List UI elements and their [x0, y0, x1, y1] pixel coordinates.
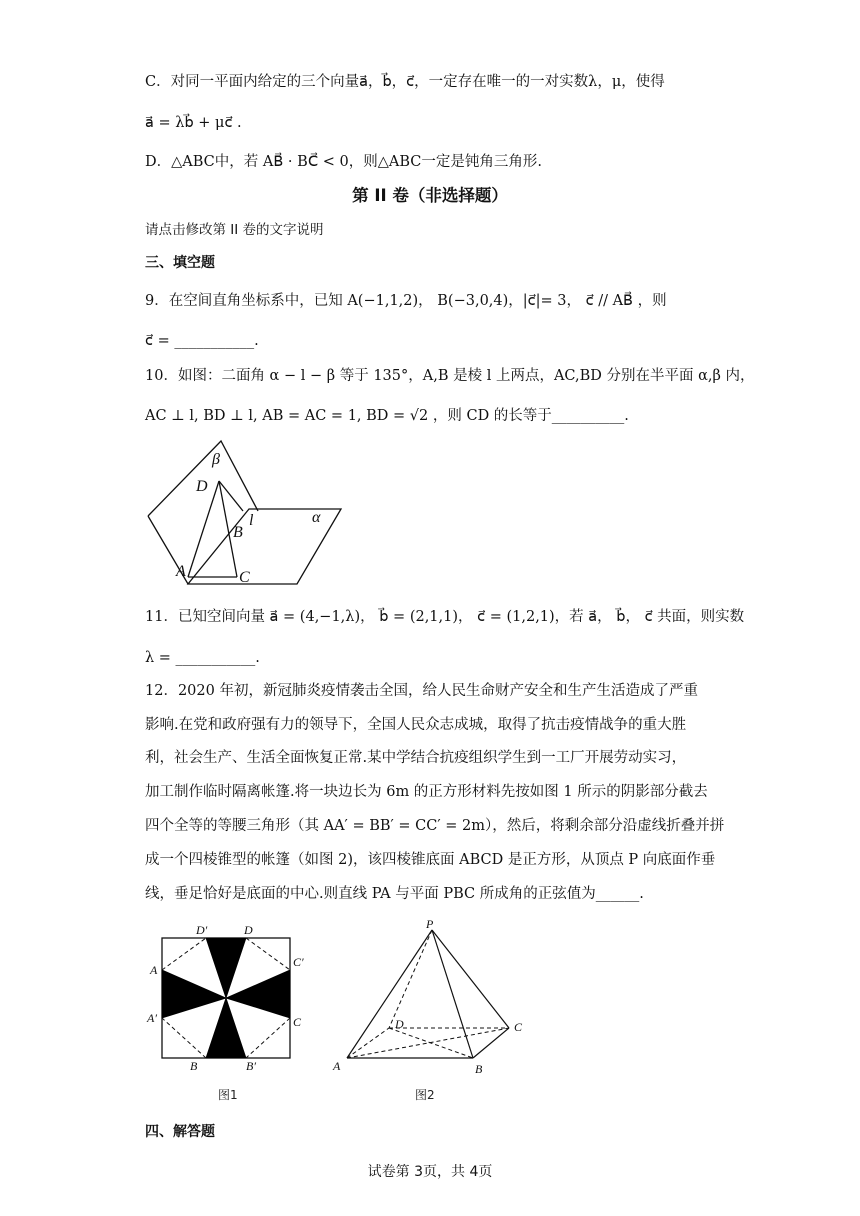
q12-line-1: 12．2020 年初，新冠肺炎疫情袭击全国，给人民生命财产安全和生产生活造成了严重	[145, 683, 698, 699]
q11-line2: λ = ___________.	[145, 650, 260, 666]
fig1-label-C: C	[293, 1015, 302, 1029]
label-alpha: α	[312, 509, 321, 526]
label-A: A	[176, 563, 186, 580]
page-footer: 试卷第 3页，共 4页	[367, 1164, 493, 1180]
fig1-label-Dp: D′	[196, 923, 208, 937]
q12-line-5: 四个全等的等腰三角形（其 AA′ = BB′ = CC′ = 2m），然后，将剩余部分沿虚线折叠并拼	[145, 818, 725, 834]
figure-1-square	[140, 918, 310, 1108]
fig1-label-B: B	[190, 1059, 198, 1073]
fig1-label-Ap: A′	[147, 1011, 157, 1025]
q12-line-6: 成一个四棱锥型的帐篷（如图 2)，该四棱锥底面 ABCD 是正方形，从顶点 P 向底面作垂	[145, 852, 716, 868]
option-c-line2: a⃗ = λb⃗ + μc⃗ .	[145, 115, 242, 131]
option-d: D．△ABC中，若 AB⃗ · BC⃗ < 0，则△ABC一定是钝角三角形.	[145, 154, 543, 170]
fig1-label-A: A	[150, 963, 158, 977]
fig2-label-B: B	[475, 1062, 483, 1076]
q12-line-7: 线，垂足恰好是底面的中心.则直线 PA 与平面 PBC 所成角的正弦值为______.	[145, 886, 644, 902]
fig1-label-Bp: B′	[246, 1059, 256, 1073]
label-C: C	[239, 569, 250, 586]
fig1-caption: 图1	[218, 1088, 238, 1102]
label-D: D	[196, 478, 208, 495]
q12-line-2: 影响.在党和政府强有力的领导下，全国人民众志成城，取得了抗击疫情战争的重大胜	[145, 717, 687, 733]
label-l: l	[249, 512, 254, 529]
q12-line-4: 加工制作临时隔离帐篷.将一块边长为 6m 的正方形材料先按如图 1 所示的阴影部分截去	[145, 784, 708, 800]
section-4-heading: 四、解答题	[145, 1124, 215, 1140]
fig2-caption: 图2	[415, 1088, 435, 1102]
label-beta: β	[212, 451, 220, 468]
fig2-label-A: A	[333, 1059, 341, 1073]
section-3-heading: 三、填空题	[145, 255, 215, 271]
q10-line2: AC ⊥ l, BD ⊥ l, AB = AC = 1, BD = √2 ，则 CD 的长等于__________.	[145, 408, 629, 424]
fig1-label-D: D	[244, 923, 253, 937]
fig1-label-Cp: C′	[293, 955, 304, 969]
q9-line2: c⃗ = ___________.	[145, 333, 259, 349]
q10-line1: 10．如图：二面角 α − l − β 等于 135°，A,B 是棱 l 上两点，AC,BD 分别在半平面 α,β 内，	[145, 368, 755, 384]
fig2-label-C: C	[514, 1020, 523, 1034]
fig2-label-P: P	[426, 918, 434, 931]
q12-line-3: 利，社会生产、生活全面恢复正常.某中学结合抗疫组织学生到一工厂开展劳动实习，	[145, 750, 687, 766]
part2-title: 第 II 卷（非选择题）	[352, 186, 508, 205]
fig2-label-D: D	[395, 1017, 404, 1031]
option-c-line1: C．对同一平面内给定的三个向量a⃗，b⃗，c⃗，一定存在唯一的一对实数λ，μ，使得	[145, 74, 665, 90]
part2-note: 请点击修改第 II 卷的文字说明	[145, 222, 324, 238]
label-B: B	[233, 524, 243, 541]
q11-line1: 11．已知空间向量 a⃗ = (4,−1,λ)， b⃗ = (2,1,1)， c⃗ = (1,2,1)，若 a⃗， b⃗， c⃗ 共面，则实数	[145, 609, 745, 625]
figure-2-pyramid	[325, 918, 535, 1108]
dihedral-figure	[140, 436, 360, 596]
q9-line1: 9．在空间直角坐标系中，已知 A(−1,1,2)， B(−3,0,4)，|c⃗|= 3， c⃗ // AB⃗ ，则	[145, 293, 667, 309]
